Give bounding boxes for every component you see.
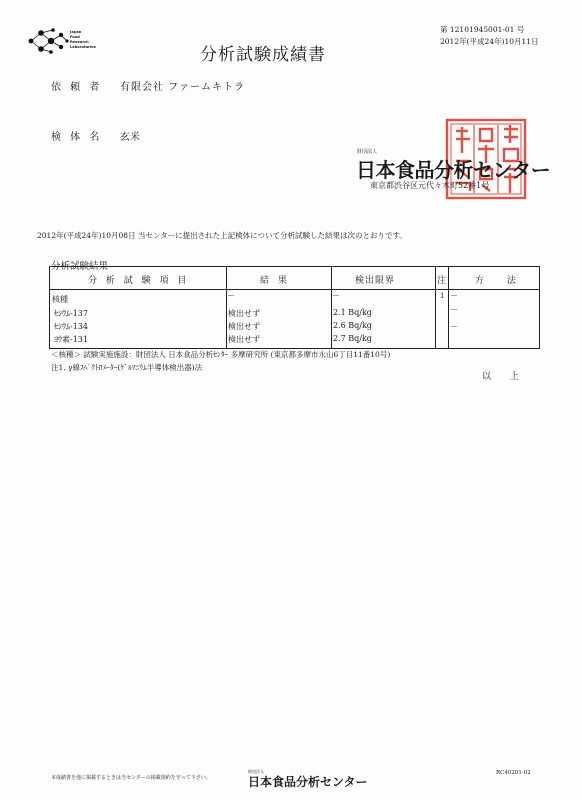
- document-number: 第 12101945001-01 号: [440, 25, 525, 34]
- logo-word-1: Japan: [70, 30, 82, 34]
- row-result: 検出せず: [228, 335, 260, 344]
- row-item: ｾｼｳﾑ-137: [54, 309, 88, 318]
- organization-type-label: 財団法人: [357, 149, 378, 155]
- document-title: 分析試験成績書: [200, 45, 326, 65]
- header-result: 結 果: [260, 276, 290, 286]
- issue-date: 2012年(平成24年)10月11日: [440, 37, 539, 46]
- row-item: ｾｼｳﾑ-134: [54, 322, 88, 331]
- header-row-divider: [50, 289, 539, 290]
- client-value: 有限会社 ファームキトラ: [120, 82, 245, 93]
- header-method: 方 法: [475, 276, 526, 286]
- column-divider: [226, 267, 227, 348]
- footer-note: 本成績書を他に掲載するときは当センターの掲載規約を守って下さい。: [51, 775, 211, 781]
- logo-word-3: Research: [70, 40, 89, 44]
- header-limit: 検出限界: [355, 276, 396, 286]
- row-result: 検出せず: [228, 309, 260, 318]
- method-note: 注1. γ線ｽﾍﾟｸﾄﾛﾒｰﾀｰ(ｹﾞﾙﾏﾆｳﾑ半導体検出器)法: [51, 363, 203, 372]
- intro-text: 2012年(平成24年)10月08日 当センターに提出された上記検体について分析試験した結果は次のとおりです。: [37, 231, 407, 240]
- row-limit: 2.1 Bq/kg: [333, 308, 372, 317]
- footer-org-name: 日本食品分析センター: [248, 775, 368, 789]
- sample-value: 玄米: [120, 132, 140, 143]
- row-limit: 2.7 Bq/kg: [333, 334, 372, 343]
- form-code: RC40201-02: [496, 770, 531, 776]
- row-method: ---: [451, 323, 458, 330]
- header-note: 注: [437, 276, 447, 286]
- results-table: [49, 266, 540, 349]
- group-limit: ---: [333, 292, 340, 299]
- logo-word-4: Laboratories: [70, 45, 96, 49]
- row-limit: 2.6 Bq/kg: [333, 321, 372, 330]
- group-item: 核種: [52, 295, 68, 304]
- logo-word-2: Food: [70, 35, 80, 39]
- group-note: 1: [440, 292, 445, 300]
- column-divider: [435, 267, 436, 348]
- sample-label: 検 体 名: [51, 132, 103, 143]
- row-result: 検出せず: [228, 322, 260, 331]
- results-heading: 分析試験結果: [51, 261, 109, 272]
- network-logo-icon: [27, 27, 73, 55]
- group-method: ---: [451, 292, 458, 299]
- header-item: 分 析 試 験 項 目: [88, 276, 190, 286]
- column-divider: [448, 267, 449, 348]
- group-result: ---: [228, 292, 235, 299]
- column-divider: [331, 267, 332, 348]
- organization-address: 東京都渋谷区元代々木町52番1号: [370, 181, 490, 190]
- facility-text: ＜核種＞ 試験実施施設：財団法人 日本食品分析ｾﾝﾀｰ 多摩研究所 (東京都多摩市永山6丁目11番10号): [51, 350, 391, 359]
- closing-mark: 以 上: [482, 372, 527, 382]
- client-label: 依 頼 者: [51, 82, 103, 93]
- row-method: ---: [451, 306, 458, 313]
- row-item: ﾖｳ素-131: [54, 335, 88, 344]
- organization-name: 日本食品分析センター: [356, 158, 551, 182]
- footer-org-type: 財団法人: [248, 769, 264, 774]
